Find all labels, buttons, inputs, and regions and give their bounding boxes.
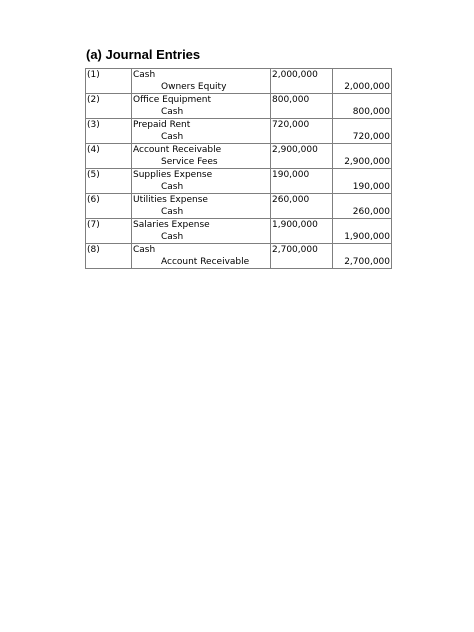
debit-amount: 2,000,000	[272, 70, 318, 80]
journal-entries-table	[85, 68, 392, 269]
credit-amount: 2,700,000	[344, 257, 390, 267]
journal-entry-row	[86, 219, 392, 244]
entry-number: (7)	[87, 220, 100, 230]
credit-cell	[333, 69, 392, 94]
account-cell	[132, 194, 271, 219]
debit-amount: 720,000	[272, 120, 310, 130]
journal-entry-row	[86, 244, 392, 269]
credit-cell	[333, 194, 392, 219]
journal-entry-row	[86, 169, 392, 194]
entry-number-cell	[86, 169, 132, 194]
journal-entry-row	[86, 69, 392, 94]
credit-amount: 2,900,000	[344, 157, 390, 167]
credit-account: Cash	[161, 107, 184, 117]
journal-entry-row	[86, 144, 392, 169]
account-cell	[132, 144, 271, 169]
entry-number: (6)	[87, 195, 100, 205]
credit-amount: 1,900,000	[344, 232, 390, 242]
credit-cell	[333, 219, 392, 244]
entry-number-cell	[86, 194, 132, 219]
debit-account: Office Equipment	[133, 95, 211, 105]
debit-cell	[271, 119, 333, 144]
debit-cell	[271, 244, 333, 269]
credit-amount: 800,000	[352, 107, 390, 117]
debit-account: Cash	[133, 70, 156, 80]
entry-number-cell	[86, 219, 132, 244]
entry-number-cell	[86, 119, 132, 144]
entry-number-cell	[86, 244, 132, 269]
credit-account: Cash	[161, 207, 184, 217]
account-cell	[132, 244, 271, 269]
entry-number-cell	[86, 144, 132, 169]
debit-amount: 1,900,000	[272, 220, 318, 230]
credit-account: Cash	[161, 182, 184, 192]
debit-cell	[271, 194, 333, 219]
credit-amount: 260,000	[352, 207, 390, 217]
entry-number: (4)	[87, 145, 100, 155]
account-cell	[132, 69, 271, 94]
debit-amount: 260,000	[272, 195, 310, 205]
debit-cell	[271, 69, 333, 94]
journal-entry-row	[86, 194, 392, 219]
account-cell	[132, 94, 271, 119]
debit-cell	[271, 144, 333, 169]
entry-number-cell	[86, 69, 132, 94]
debit-account: Prepaid Rent	[133, 120, 191, 130]
credit-cell	[333, 244, 392, 269]
account-cell	[132, 169, 271, 194]
credit-account: Cash	[161, 132, 184, 142]
credit-cell	[333, 94, 392, 119]
credit-account: Account Receivable	[161, 257, 250, 267]
credit-amount: 720,000	[352, 132, 390, 142]
entry-number: (8)	[87, 245, 100, 255]
debit-account: Account Receivable	[133, 145, 222, 155]
debit-cell	[271, 219, 333, 244]
entry-number: (2)	[87, 95, 100, 105]
credit-cell	[333, 144, 392, 169]
debit-amount: 190,000	[272, 170, 310, 180]
journal-entry-row	[86, 119, 392, 144]
credit-account: Service Fees	[161, 157, 218, 167]
entry-number: (3)	[87, 120, 100, 130]
account-cell	[132, 219, 271, 244]
credit-cell	[333, 169, 392, 194]
credit-cell	[333, 119, 392, 144]
debit-amount: 800,000	[272, 95, 310, 105]
entry-number-cell	[86, 94, 132, 119]
account-cell	[132, 119, 271, 144]
page-title: (a) Journal Entries	[86, 47, 201, 62]
credit-account: Cash	[161, 232, 184, 242]
debit-account: Supplies Expense	[133, 170, 213, 180]
credit-amount: 2,000,000	[344, 82, 390, 92]
debit-cell	[271, 94, 333, 119]
debit-account: Cash	[133, 245, 156, 255]
debit-amount: 2,900,000	[272, 145, 318, 155]
debit-cell	[271, 169, 333, 194]
credit-amount: 190,000	[352, 182, 390, 192]
debit-account: Utilities Expense	[133, 195, 208, 205]
entry-number: (5)	[87, 170, 100, 180]
debit-amount: 2,700,000	[272, 245, 318, 255]
journal-entry-row	[86, 94, 392, 119]
entry-number: (1)	[87, 70, 100, 80]
credit-account: Owners Equity	[161, 82, 227, 92]
debit-account: Salaries Expense	[133, 220, 210, 230]
